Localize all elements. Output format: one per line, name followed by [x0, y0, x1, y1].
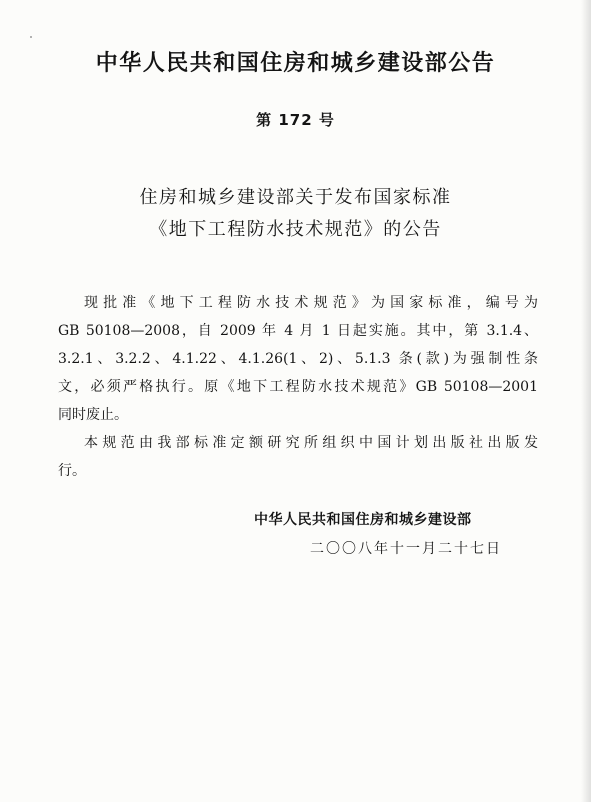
subtitle-line-2: 《地下工程防水技术规范》的公告	[149, 219, 442, 240]
announcement-number: 第 172 号	[256, 111, 335, 129]
body-line: 同时废止。	[58, 407, 128, 423]
body-line: 3.2.1、3.2.2、4.1.22、4.1.26(1、2)、5.1.3 条(款)为强制性条	[58, 351, 538, 367]
issue-date: 二〇〇八年十一月二十七日	[310, 541, 502, 557]
page-edge-shadow	[581, 0, 591, 802]
body-line: GB 50108—2008，自 2009 年 4 月 1 日起实施。其中，第 3.1.4、	[58, 323, 538, 339]
scan-speck	[30, 36, 32, 38]
body-line: 本规范由我部标准定额研究所组织中国计划出版社出版发	[84, 435, 538, 451]
announcement-title: 中华人民共和国住房和城乡建设部公告	[95, 51, 496, 76]
body-line: 文，必须严格执行。原《地下工程防水技术规范》GB 50108—2001	[58, 379, 538, 395]
subtitle-line-1: 住房和城乡建设部关于发布国家标准	[139, 187, 452, 208]
body-line: 行。	[58, 463, 86, 479]
issuer-name: 中华人民共和国住房和城乡建设部	[254, 512, 472, 528]
body-line: 现批准《地下工程防水技术规范》为国家标准，编号为	[84, 295, 538, 311]
